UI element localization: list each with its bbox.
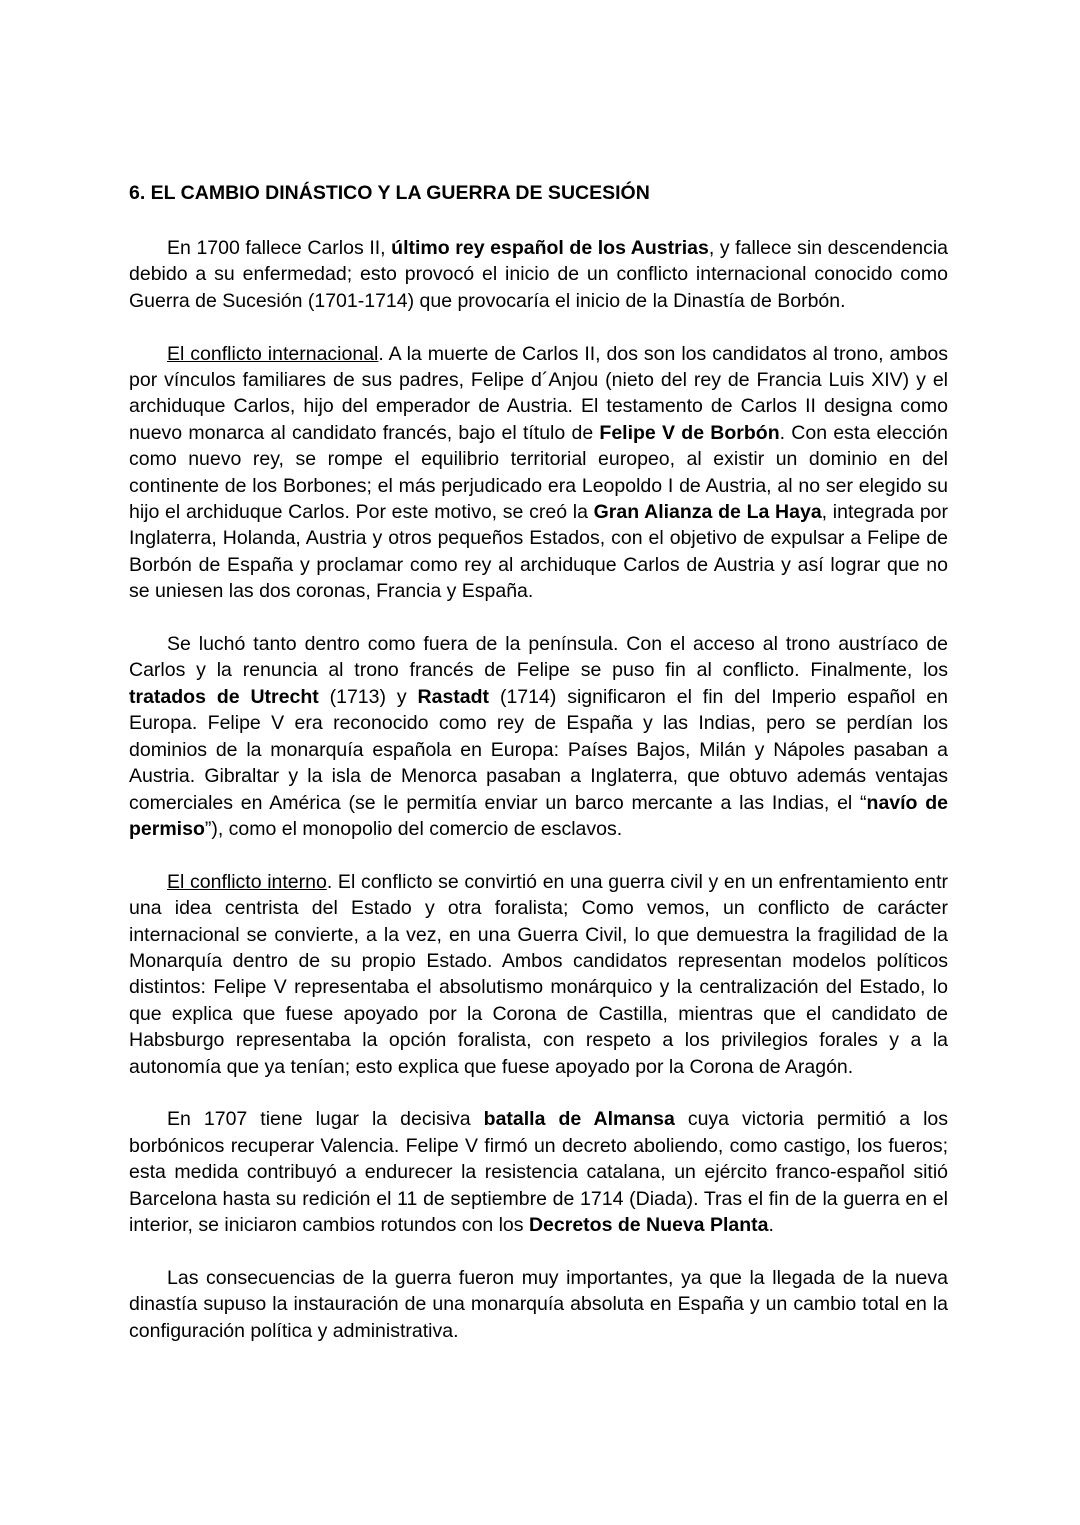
- text-run: . Con esta elección como nuevo rey, se rompe el equilibrio territorial europeo, al existir un dominio en del continente de los Borbones; el más perjudicado era Leopoldo I de Austria, al no ser elegido su hijo el archiduque Carlos. Por este motivo, se creó la: [129, 421, 948, 524]
- bold-text: Gran Alianza de La Haya: [593, 501, 822, 524]
- underlined-subheading: El conflicto internacional: [167, 342, 379, 365]
- text-run: cuya victoria permitió a los borbónicos recuperar Valencia. Felipe V firmó un decreto aboliendo, como castigo, los fueros; esta medida contribuyó a endurecer la resistencia catalana, un ejército franco-español sitió Barcelona hasta su redición el 11 de septiembre de 1714 (Diada). Tras el fin de la guerra en el interior, se iniciaron cambios rotundos con los: [129, 1108, 948, 1236]
- text-run: (1713) y: [318, 685, 418, 708]
- bold-text: Rastadt: [417, 685, 490, 708]
- section-title: 6. EL CAMBIO DINÁSTICO Y LA GUERRA DE SUCESIÓN: [129, 182, 650, 204]
- paragraph-internal-conflict: [129, 869, 948, 1080]
- text-run: ”), como el monopolio del comercio de esclavos.: [204, 817, 623, 840]
- paragraph-intro: [129, 235, 948, 314]
- bold-text: tratados de Utrecht: [129, 685, 319, 708]
- text-run: . El conflicto se convirtió en una guerra civil y en un enfrentamiento entr una idea centrista del Estado y otra foralista; Como vemos, un conflicto de carácter internacional se convierte, a la vez, en una Guerra Civil, lo que demuestra la fragilidad de la Monarquía dentro de su propio Estado. Ambos candidatos representan modelos políticos distintos: Felipe V representaba el absolutismo monárquico y la centralización del Estado, lo que explica que fuese apoyado por la Corona de Castilla, mientras que el candidato de Habsburgo representaba la opción foralista, con respeto a los privilegios forales y a la autonomía que ya tenían; esto explica que fuese apoyado por la Corona de Aragón.: [129, 870, 948, 1078]
- paragraph-international-conflict: [129, 341, 948, 605]
- underlined-subheading: El conflicto interno: [167, 870, 327, 893]
- paragraph-almansa: [129, 1106, 948, 1238]
- bold-text: último rey español de los Austrias: [391, 237, 709, 259]
- text-run: . A la muerte de Carlos II, dos son los candidatos al trono, ambos por vínculos familiares de sus padres, Felipe d´Anjou (nieto del rey de Francia Luis XIV) y el archiduque Carlos, hijo del emperador de Austria. El testamento de Carlos II designa como nuevo monarca al candidato francés, bajo el título de: [129, 342, 948, 444]
- document-page: [129, 180, 948, 1370]
- paragraph-consequences: [129, 1265, 948, 1344]
- text-run: , integrada por Inglaterra, Holanda, Austria y otros pequeños Estados, con el objetivo de expulsar a Felipe de Borbón de España y proclamar como rey al archiduque Carlos de Austria y así lograr que no se uniesen las dos coronas, Francia y España.: [129, 501, 949, 603]
- text-run: Las consecuencias de la guerra fueron muy importantes, ya que la llegada de la nueva dinastía supuso la instauración de una monarquía absoluta en España y un cambio total en la configuración política y administrativa.: [129, 1266, 948, 1342]
- text-run: Se luchó tanto dentro como fuera de la península. Con el acceso al trono austríaco de Carlos y la renuncia al trono francés de Felipe se puso fin al conflicto. Finalmente, los: [129, 633, 948, 682]
- text-run: , y fallece sin descendencia debido a su enfermedad; esto provocó el inicio de un conflicto internacional conocido como Guerra de Sucesión (1701-1714) que provocaría el inicio de la Dinastía de Borbón.: [129, 237, 948, 312]
- bold-text: navío de permiso: [129, 791, 948, 840]
- text-run: En 1707 tiene lugar la decisiva: [167, 1108, 484, 1131]
- bold-text: Felipe V de Borbón: [599, 421, 780, 444]
- bold-text: Decretos de Nueva Planta: [528, 1213, 769, 1236]
- paragraph-treaties: [129, 631, 948, 842]
- text-run: (1714) significaron el fin del Imperio español en Europa. Felipe V era reconocido como rey de España y las Indias, pero se perdían los dominios de la monarquía española en Europa: Países Bajos, Milán y Nápoles pasaban a Austria. Gibraltar y la isla de Menorca pasaban a Inglaterra, que obtuvo además ventajas comerciales en América (se le permitía enviar un barco mercante a las Indias, el “: [129, 685, 948, 814]
- text-run: .: [768, 1213, 774, 1236]
- bold-text: batalla de Almansa: [483, 1108, 675, 1131]
- text-run: En 1700 fallece Carlos II,: [167, 237, 392, 259]
